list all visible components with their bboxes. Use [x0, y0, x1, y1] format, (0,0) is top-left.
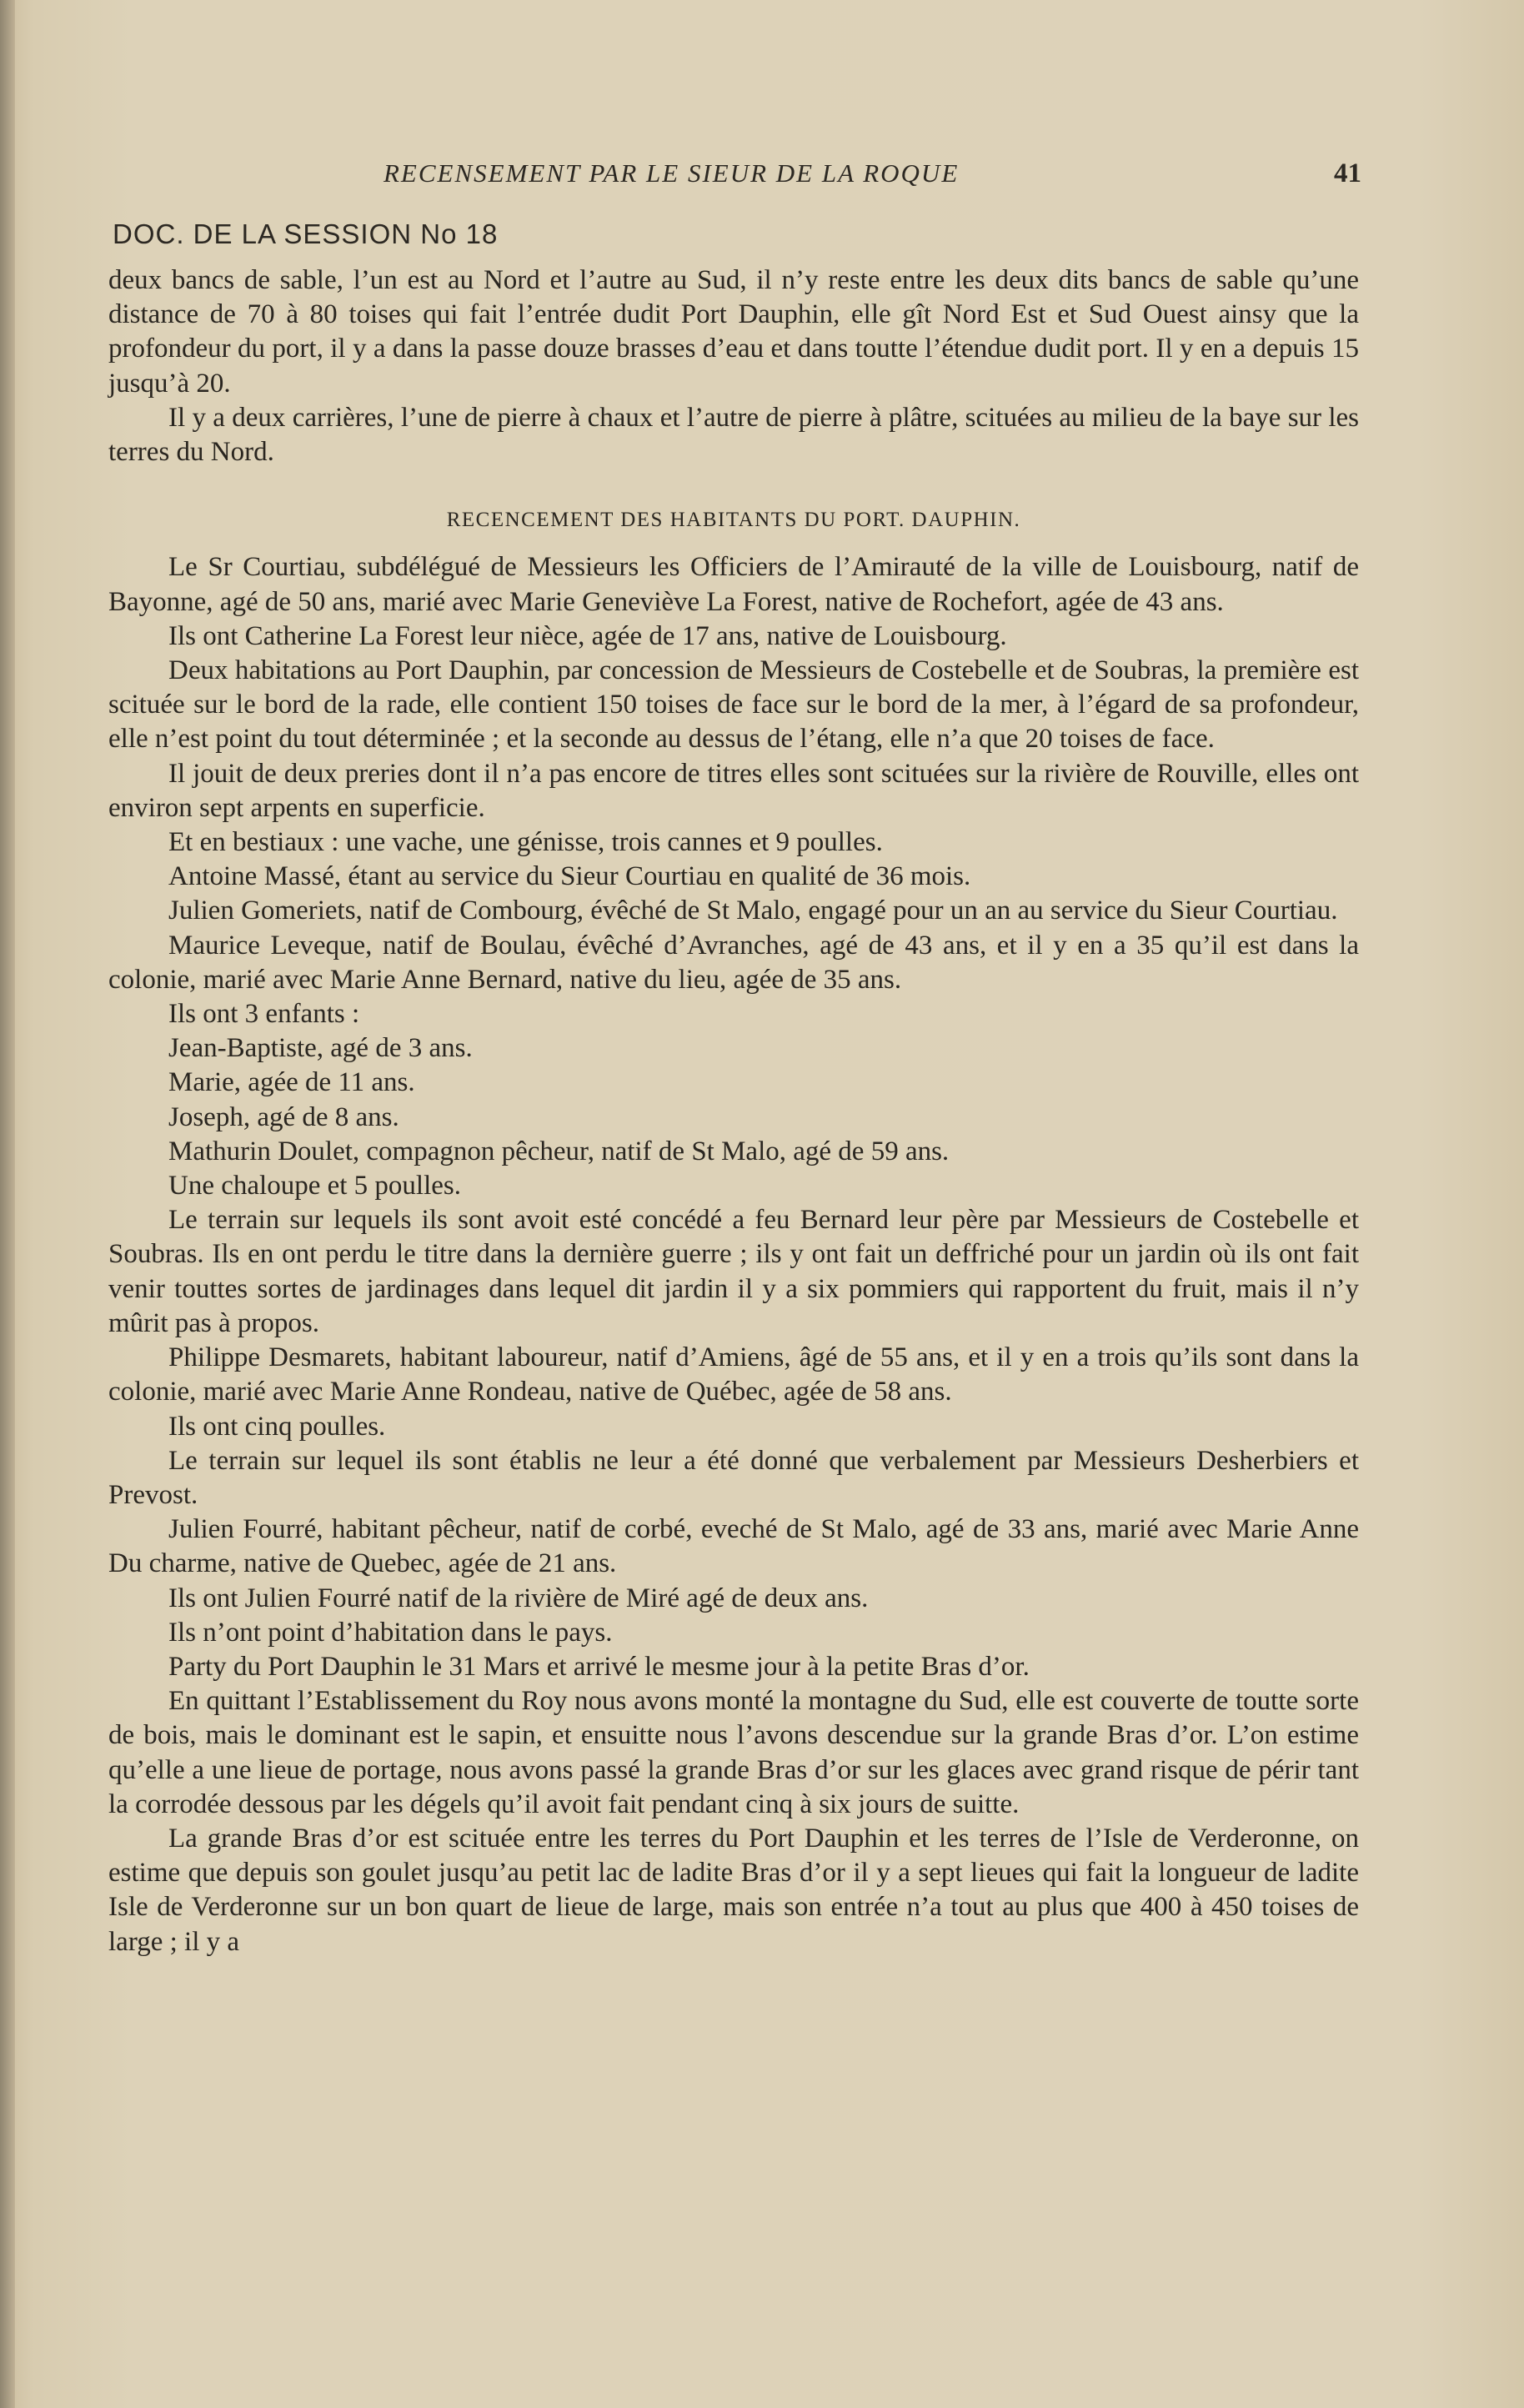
- paragraph: Une chaloupe et 5 poulles.: [168, 1171, 461, 1201]
- body-text: [108, 263, 1359, 1959]
- paragraph: Ils n’ont point d’habitation dans le pays.: [168, 1617, 613, 1648]
- paragraph: Julien Fourré, habitant pêcheur, natif de corbé, eveché de St Malo, agé de 33 ans, marié avec Marie Anne Du charme, native de Quebec, agée de 21 ans.: [108, 1514, 1359, 1579]
- paragraph: Mathurin Doulet, compagnon pêcheur, natif de St Malo, agé de 59 ans.: [168, 1136, 950, 1166]
- paragraph: Ils ont 3 enfants :: [168, 999, 360, 1030]
- page-number: 41: [1334, 158, 1361, 188]
- paragraph: Ils ont Julien Fourré natif de la rivière de Miré agé de deux ans.: [168, 1583, 869, 1613]
- paragraph: Jean-Baptiste, agé de 3 ans.: [168, 1033, 473, 1064]
- paragraph: Ils ont cinq poulles.: [168, 1411, 386, 1442]
- book-spine-shadow: [0, 0, 15, 2408]
- paragraph: En quittant l’Establissement du Roy nous avons monté la montagne du Sud, elle est couverte de toutte sorte de bois, mais le dominant est le sapin, et ensuitte nous l’avons descendue sur la grande Bras d’or. L’on estime qu’elle a une lieue de portage, nous avons passé la grande Bras d’or sur les glaces avec grand risque de périr tant la corrodée dessous par les dégels qu’il avoit fait pendant cinq à six jours de suitte.: [108, 1686, 1359, 1819]
- paragraph: Marie, agée de 11 ans.: [168, 1067, 415, 1098]
- doc-session-label: DOC. DE LA SESSION No 18: [113, 218, 499, 249]
- section-title: RECENCEMENT DES HABITANTS DU PORT. DAUPHIN.: [446, 509, 1021, 532]
- paragraph: Le terrain sur lequels ils sont avoit esté concédé a feu Bernard leur père par Messieurs de Costebelle et Soubras. Ils en ont perdu le titre dans la dernière guerre ; ils y ont fait un deffriché pour un jardin où ils ont fait venir touttes sortes de jardinages dans lequel dit jardin il y a six pommiers qui rapportent du fruit, mais il n’y mûrit pas à propos.: [108, 1205, 1359, 1338]
- paragraph: Il jouit de deux preries dont il n’a pas encore de titres elles sont scituées sur la rivière de Rouville, elles ont environ sept arpents en superficie.: [108, 758, 1359, 823]
- paragraph: Deux habitations au Port Dauphin, par concession de Messieurs de Costebelle et de Soubras, la première est scituée sur le bord de la rade, elle contient 150 toises de face sur le bord de la mer, à l’égard de sa profondeur, elle n’est point du tout déterminée ; et la seconde au dessus de l’étang, elle n’a que 20 toises de face.: [108, 655, 1359, 755]
- paragraph: Le terrain sur lequel ils sont établis ne leur a été donné que verbalement par Messieurs Desherbiers et Prevost.: [108, 1445, 1359, 1510]
- running-title: RECENSEMENT PAR LE SIEUR DE LA ROQUE: [384, 158, 960, 188]
- paragraph: Antoine Massé, étant au service du Sieur Courtiau en qualité de 36 mois.: [168, 861, 971, 892]
- paragraph: Ils ont Catherine La Forest leur nièce, agée de 17 ans, native de Louisbourg.: [168, 620, 1007, 651]
- paragraph: Philippe Desmarets, habitant laboureur, natif d’Amiens, âgé de 55 ans, et il y en a trois qu’ils sont dans la colonie, marié avec Marie Anne Rondeau, native de Québec, agée de 58 ans.: [108, 1342, 1359, 1407]
- paragraph: La grande Bras d’or est scituée entre les terres du Port Dauphin et les terres de l’Isle de Verderonne, on estime que depuis son goulet jusqu’au petit lac de ladite Bras d’or il y a sept lieues qui fait la longueur de ladite Isle de Verderonne sur un bon quart de lieue de large, mais son entrée n’a tout au plus que 400 à 450 toises de large ; il y a: [108, 1823, 1359, 1957]
- paragraph: Il y a deux carrières, l’une de pierre à chaux et l’autre de pierre à plâtre, scituées au milieu de la baye sur les terres du Nord.: [108, 402, 1359, 468]
- paragraph: Et en bestiaux : une vache, une génisse, trois cannes et 9 poulles.: [168, 827, 883, 858]
- paragraph: Maurice Leveque, natif de Boulau, évêché d’Avranches, agé de 43 ans, et il y en a 35 qu’il est dans la colonie, marié avec Marie Anne Bernard, native du lieu, agée de 35 ans.: [108, 930, 1359, 995]
- paragraph: Le Sr Courtiau, subdélégué de Messieurs les Officiers de l’Amirauté de la ville de Louisbourg, natif de Bayonne, agé de 50 ans, marié avec Marie Geneviève La Forest, native de Rochefort, agée de 43 ans.: [108, 552, 1359, 617]
- paragraph: Joseph, agé de 8 ans.: [168, 1101, 399, 1132]
- paragraph: Julien Gomeriets, natif de Combourg, évêché de St Malo, engagé pour un an au service du Sieur Courtiau.: [168, 895, 1338, 926]
- paragraph: deux bancs de sable, l’un est au Nord et l’autre au Sud, il n’y reste entre les deux dits bancs de sable qu’une distance de 70 à 80 toises qui fait l’entrée dudit Port Dauphin, elle gît Nord Est et Sud Ouest ainsy que la profondeur du port, il y a dans la passe douze brasses d’eau et dans toutte l’étendue dudit port. Il y en a depuis 15 jusqu’à 20.: [108, 265, 1359, 399]
- paragraph: Party du Port Dauphin le 31 Mars et arrivé le mesme jour à la petite Bras d’or.: [168, 1651, 1030, 1682]
